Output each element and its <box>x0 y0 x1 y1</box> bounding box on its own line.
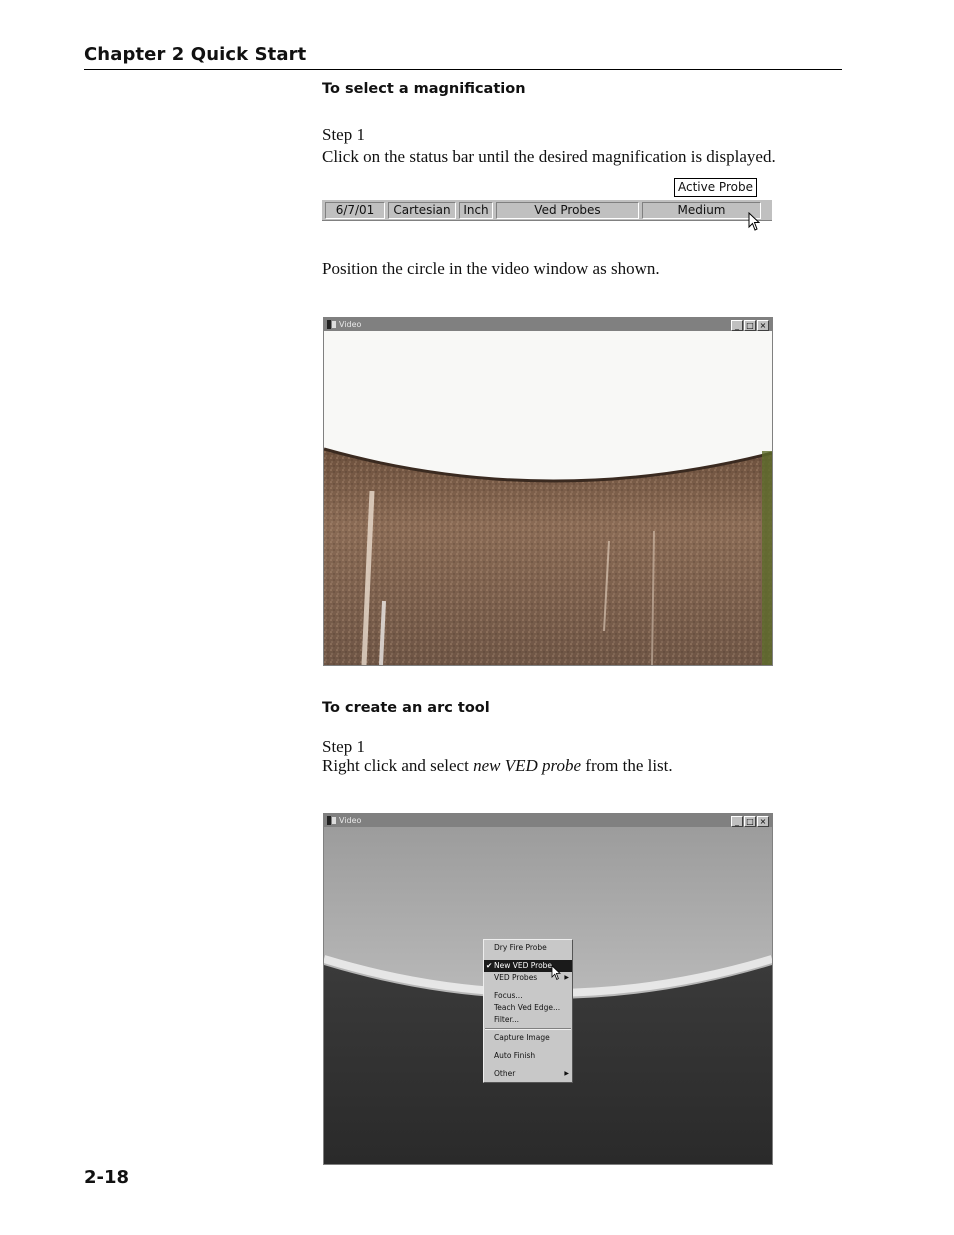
menu-item-capture-image[interactable]: Capture Image <box>494 1033 550 1042</box>
part-edge-image <box>324 331 772 665</box>
mouse-pointer-icon <box>748 212 760 232</box>
checkmark-icon: ✔ <box>486 961 493 970</box>
video-window-color[interactable] <box>323 317 773 666</box>
status-bar-figure <box>322 178 774 234</box>
window-titlebar[interactable] <box>324 318 772 331</box>
video-feed[interactable] <box>324 827 772 1164</box>
window-titlebar[interactable] <box>324 814 772 827</box>
chapter-rule <box>84 69 842 70</box>
menu-item-other[interactable] <box>484 1068 572 1080</box>
step-label: Step 1 <box>322 737 365 756</box>
step-text-before: Right click and select <box>322 756 474 775</box>
video-window-grayscale[interactable] <box>323 813 773 1165</box>
video-feed[interactable] <box>324 331 772 665</box>
submenu-arrow-icon: ▶ <box>564 1070 569 1077</box>
chapter-title: Chapter 2 Quick Start <box>84 44 307 65</box>
step-text: Click on the status bar until the desired magnification is displayed. <box>322 147 776 166</box>
maximize-button[interactable]: □ <box>744 320 756 331</box>
submenu-arrow-icon: ▶ <box>564 974 569 981</box>
window-title: Video <box>339 816 362 825</box>
video-app-icon <box>327 320 336 329</box>
step-text <box>322 755 673 777</box>
minimize-button[interactable]: _ <box>731 816 743 827</box>
status-date[interactable]: 6/7/01 <box>325 202 385 219</box>
step-text-italic: new VED probe <box>473 756 582 775</box>
position-instruction: Position the circle in the video window as shown. <box>322 259 660 278</box>
context-menu[interactable] <box>483 939 573 1083</box>
mouse-pointer-icon <box>551 965 561 981</box>
menu-item-label: New VED Probe <box>494 961 553 970</box>
menu-item-dry-fire-probe[interactable]: Dry Fire Probe <box>494 943 547 952</box>
status-probe-type[interactable]: Ved Probes <box>496 202 639 219</box>
status-units[interactable]: Inch <box>459 202 493 219</box>
close-button[interactable]: × <box>757 320 769 331</box>
close-button[interactable]: × <box>757 816 769 827</box>
menu-item-label: Other <box>494 1069 516 1078</box>
section-heading-magnification: To select a magnification <box>322 81 526 97</box>
minimize-button[interactable]: _ <box>731 320 743 331</box>
video-app-icon <box>327 816 336 825</box>
step-text-after: from the list. <box>581 756 673 775</box>
active-probe-tooltip: Active Probe <box>674 178 757 197</box>
menu-separator <box>485 1028 571 1030</box>
status-bar[interactable] <box>322 199 772 221</box>
menu-item-teach-ved-edge[interactable]: Teach Ved Edge... <box>494 1003 561 1012</box>
step-label: Step 1 <box>322 125 365 144</box>
menu-item-filter[interactable]: Filter... <box>494 1015 520 1024</box>
maximize-button[interactable]: □ <box>744 816 756 827</box>
page-number: 2-18 <box>84 1167 130 1188</box>
status-magnification[interactable]: Medium <box>642 202 761 219</box>
menu-item-focus[interactable]: Focus... <box>494 991 523 1000</box>
section-heading-arc-tool: To create an arc tool <box>322 700 490 716</box>
menu-item-auto-finish[interactable]: Auto Finish <box>494 1051 536 1060</box>
status-coordinate-system[interactable]: Cartesian <box>388 202 456 219</box>
menu-item-label: VED Probes <box>494 973 538 982</box>
window-title: Video <box>339 320 362 329</box>
